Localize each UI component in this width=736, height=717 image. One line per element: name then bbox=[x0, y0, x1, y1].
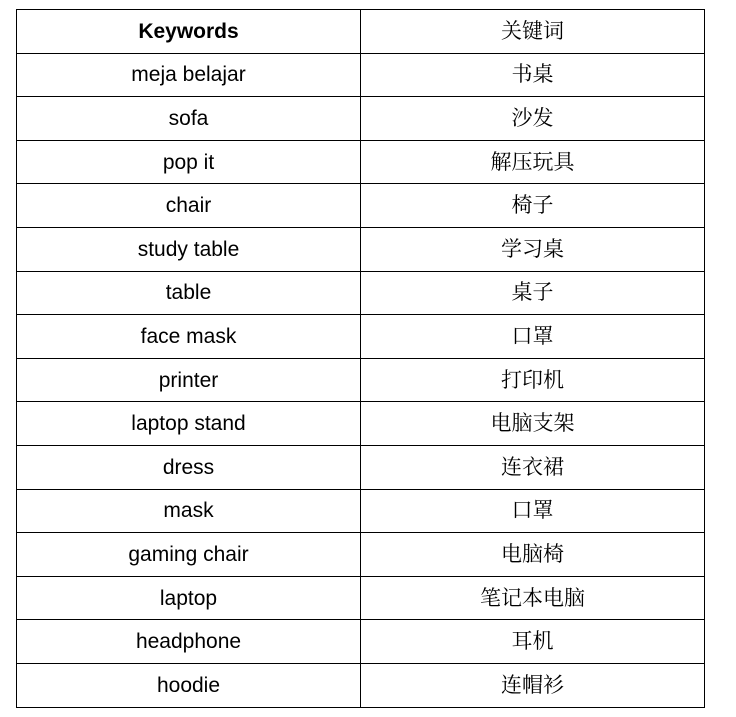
translation-cell: 沙发 bbox=[361, 97, 705, 141]
table-row bbox=[17, 97, 705, 141]
table-row bbox=[17, 184, 705, 228]
keyword-cell: chair bbox=[17, 184, 361, 228]
table-row bbox=[17, 227, 705, 271]
translation-cell: 口罩 bbox=[361, 315, 705, 359]
keyword-cell: gaming chair bbox=[17, 533, 361, 577]
keyword-cell: meja belajar bbox=[17, 53, 361, 97]
table-row bbox=[17, 620, 705, 664]
keyword-cell: printer bbox=[17, 358, 361, 402]
translation-cell: 书桌 bbox=[361, 53, 705, 97]
translation-cell: 学习桌 bbox=[361, 227, 705, 271]
translation-cell: 椅子 bbox=[361, 184, 705, 228]
translation-cell: 电脑椅 bbox=[361, 533, 705, 577]
table-row bbox=[17, 402, 705, 446]
keyword-cell: headphone bbox=[17, 620, 361, 664]
keyword-cell: hoodie bbox=[17, 663, 361, 707]
table-row bbox=[17, 533, 705, 577]
keyword-cell: table bbox=[17, 271, 361, 315]
keywords-table bbox=[16, 9, 705, 708]
translation-cell: 连帽衫 bbox=[361, 663, 705, 707]
table-row bbox=[17, 489, 705, 533]
table-header-row bbox=[17, 10, 705, 54]
translation-cell: 打印机 bbox=[361, 358, 705, 402]
table-row bbox=[17, 140, 705, 184]
translation-cell: 连衣裙 bbox=[361, 445, 705, 489]
translation-cell: 电脑支架 bbox=[361, 402, 705, 446]
keyword-cell: face mask bbox=[17, 315, 361, 359]
table-row bbox=[17, 271, 705, 315]
translation-cell: 耳机 bbox=[361, 620, 705, 664]
table-row bbox=[17, 576, 705, 620]
translation-cell: 笔记本电脑 bbox=[361, 576, 705, 620]
translation-cell: 解压玩具 bbox=[361, 140, 705, 184]
translation-cell: 口罩 bbox=[361, 489, 705, 533]
header-keywords: Keywords bbox=[17, 10, 361, 54]
keyword-cell: dress bbox=[17, 445, 361, 489]
keyword-cell: sofa bbox=[17, 97, 361, 141]
header-chinese-keywords: 关键词 bbox=[361, 10, 705, 54]
table-row bbox=[17, 358, 705, 402]
table-row bbox=[17, 315, 705, 359]
keyword-cell: pop it bbox=[17, 140, 361, 184]
keyword-cell: laptop stand bbox=[17, 402, 361, 446]
translation-cell: 桌子 bbox=[361, 271, 705, 315]
keyword-cell: laptop bbox=[17, 576, 361, 620]
table-row bbox=[17, 663, 705, 707]
keywords-table-container bbox=[16, 9, 704, 708]
keyword-cell: mask bbox=[17, 489, 361, 533]
table-row bbox=[17, 53, 705, 97]
keyword-cell: study table bbox=[17, 227, 361, 271]
table-row bbox=[17, 445, 705, 489]
